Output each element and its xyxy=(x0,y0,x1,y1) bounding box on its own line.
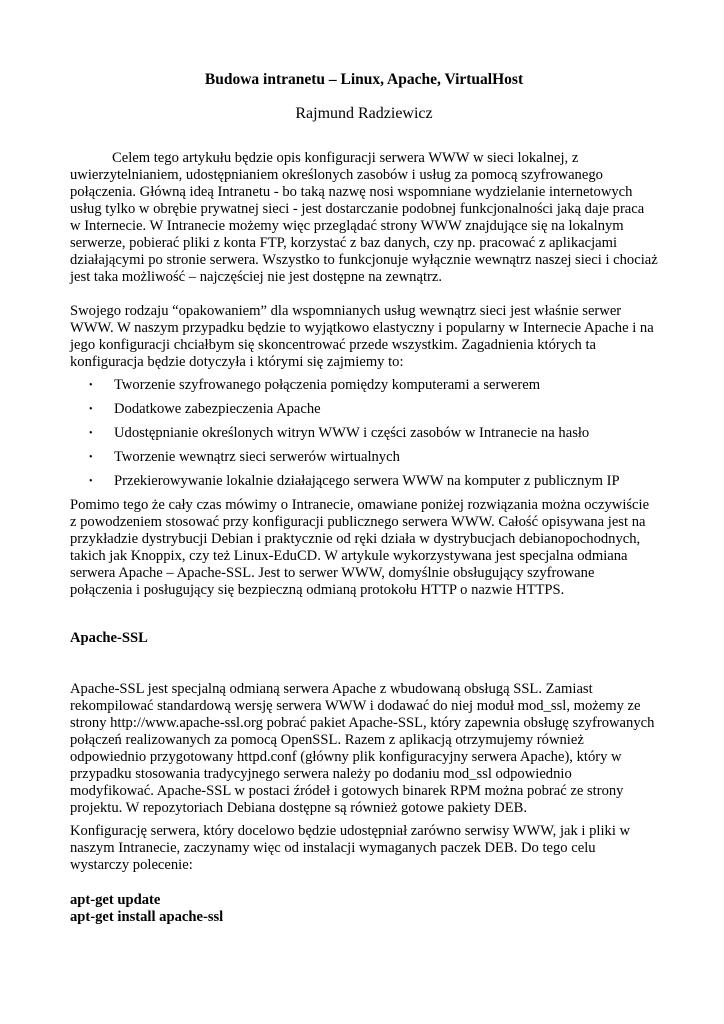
command-block xyxy=(70,892,658,926)
paragraph-2: Swojego rodzaju “opakowaniem” dla wspomnianych usług wewnątrz sieci jest właśnie serwer WWW. W naszym przypadku będzie to wyjątkowo elastyczny i popularny w Internecie Apache i na jego konfiguracji chciałbym się skoncentrować przede wszystkim. Zagadnienia których ta konfiguracja będzie dotyczyła i którymi się zajmiemy to: xyxy=(70,303,654,370)
list-item xyxy=(89,449,658,473)
bullet-icon: • xyxy=(89,380,93,391)
list-item xyxy=(89,377,658,401)
document-page xyxy=(70,64,658,926)
document-title: Budowa intranetu – Linux, Apache, VirtualHost xyxy=(204,71,524,88)
bullet-icon: • xyxy=(89,452,93,463)
list-item-text: Przekierowywanie lokalnie działającego serwera WWW na komputer z publicznym IP xyxy=(114,473,620,489)
bullet-icon: • xyxy=(89,428,93,439)
list-item xyxy=(89,425,658,449)
section-heading: Apache-SSL xyxy=(70,630,148,646)
list-item-text: Tworzenie wewnątrz sieci serwerów wirtualnych xyxy=(114,449,400,465)
bullet-icon: • xyxy=(89,404,93,415)
list-item-text: Tworzenie szyfrowanego połączenia pomiędzy komputerami a serwerem xyxy=(114,377,541,393)
list-item-text: Dodatkowe zabezpieczenia Apache xyxy=(114,401,321,417)
list-item xyxy=(89,401,658,425)
topics-list xyxy=(70,377,658,497)
command-line: apt-get update xyxy=(70,892,161,908)
list-item xyxy=(89,473,658,497)
paragraph-4: Apache-SSL jest specjalną odmianą serwera Apache z wbudowaną obsługą SSL. Zamiast rekompilować standardową wersję serwera WWW i dodawać do niej moduł mod_ssl, możemy ze strony http://www.apache-ssl.org pobrać pakiet Apache-SSL, który zapewnia obsługę szyfrowanych połączeń realizowanych za pomocą OpenSSL. Razem z aplikacją otrzymujemy również odpowiednio przygotowany httpd.conf (główny plik konfiguracyjny serwera Apache), który w przypadku stosowania tradycyjnego serwera należy po dodaniu mod_ssl odpowiednio modyfikować. Apache-SSL w postaci źródeł i gotowych binarek RPM można pobrać ze strony projektu. W repozytoriach Debiana dostępne są również gotowe pakiety DEB. xyxy=(70,681,655,816)
bullet-icon: • xyxy=(89,476,93,487)
paragraph-3: Pomimo tego że cały czas mówimy o Intranecie, omawiane poniżej rozwiązania można oczywiście z powodzeniem stosować przy konfiguracji publicznego serwera WWW. Całość opisywana jest na przykładzie dystrybucji Debian i praktycznie od ręki działa w dystrybucjach debianopochodnych, takich jak Knoppix, czy też Linux-EduCD. W artykule wykorzystywana jest specjalna odmiana serwera Apache – Apache-SSL. Jest to serwer WWW, domyślnie obsługujący szyfrowane połączenia i posługujący się bezpieczną odmianą protokołu HTTP o nazwie HTTPS. xyxy=(70,497,650,598)
list-item-text: Udostępnianie określonych witryn WWW i części zasobów w Intranecie na hasło xyxy=(114,425,590,441)
document-author: Rajmund Radziewicz xyxy=(295,105,433,122)
paragraph-5: Konfigurację serwera, który docelowo będzie udostępniał zarówno serwisy WWW, jak i pliki w naszym Intranecie, zaczynamy więc od instalacji wymaganych paczek DEB. Do tego celu wystarczy polecenie: xyxy=(70,823,631,873)
intro-paragraph: Celem tego artykułu będzie opis konfiguracji serwera WWW w sieci lokalnej, z uwierzytelnianiem, udostępnianiem określonych zasobów i usług za pomocą szyfrowanego połączenia. Główną ideą Intranetu - bo taką nazwę nosi wspomniane wydzielanie internetowych usług tylko w obrębie prywatnej sieci - jest dostarczanie podobnej funkcjonalności jaką daje praca w Internecie. W Intranecie możemy więc przeglądać strony WWW znajdujące się na lokalnym serwerze, pobierać pliki z konta FTP, korzystać z baz danych, czy np. pracować z aplikacjami działającymi po stronie serwera. Wszystko to funkcjonuje wyłącznie wewnątrz naszej sieci i chociaż jest taka możliwość – najczęściej nie jest dostępne na zewnątrz. xyxy=(70,150,658,285)
command-line: apt-get install apache-ssl xyxy=(70,909,224,925)
